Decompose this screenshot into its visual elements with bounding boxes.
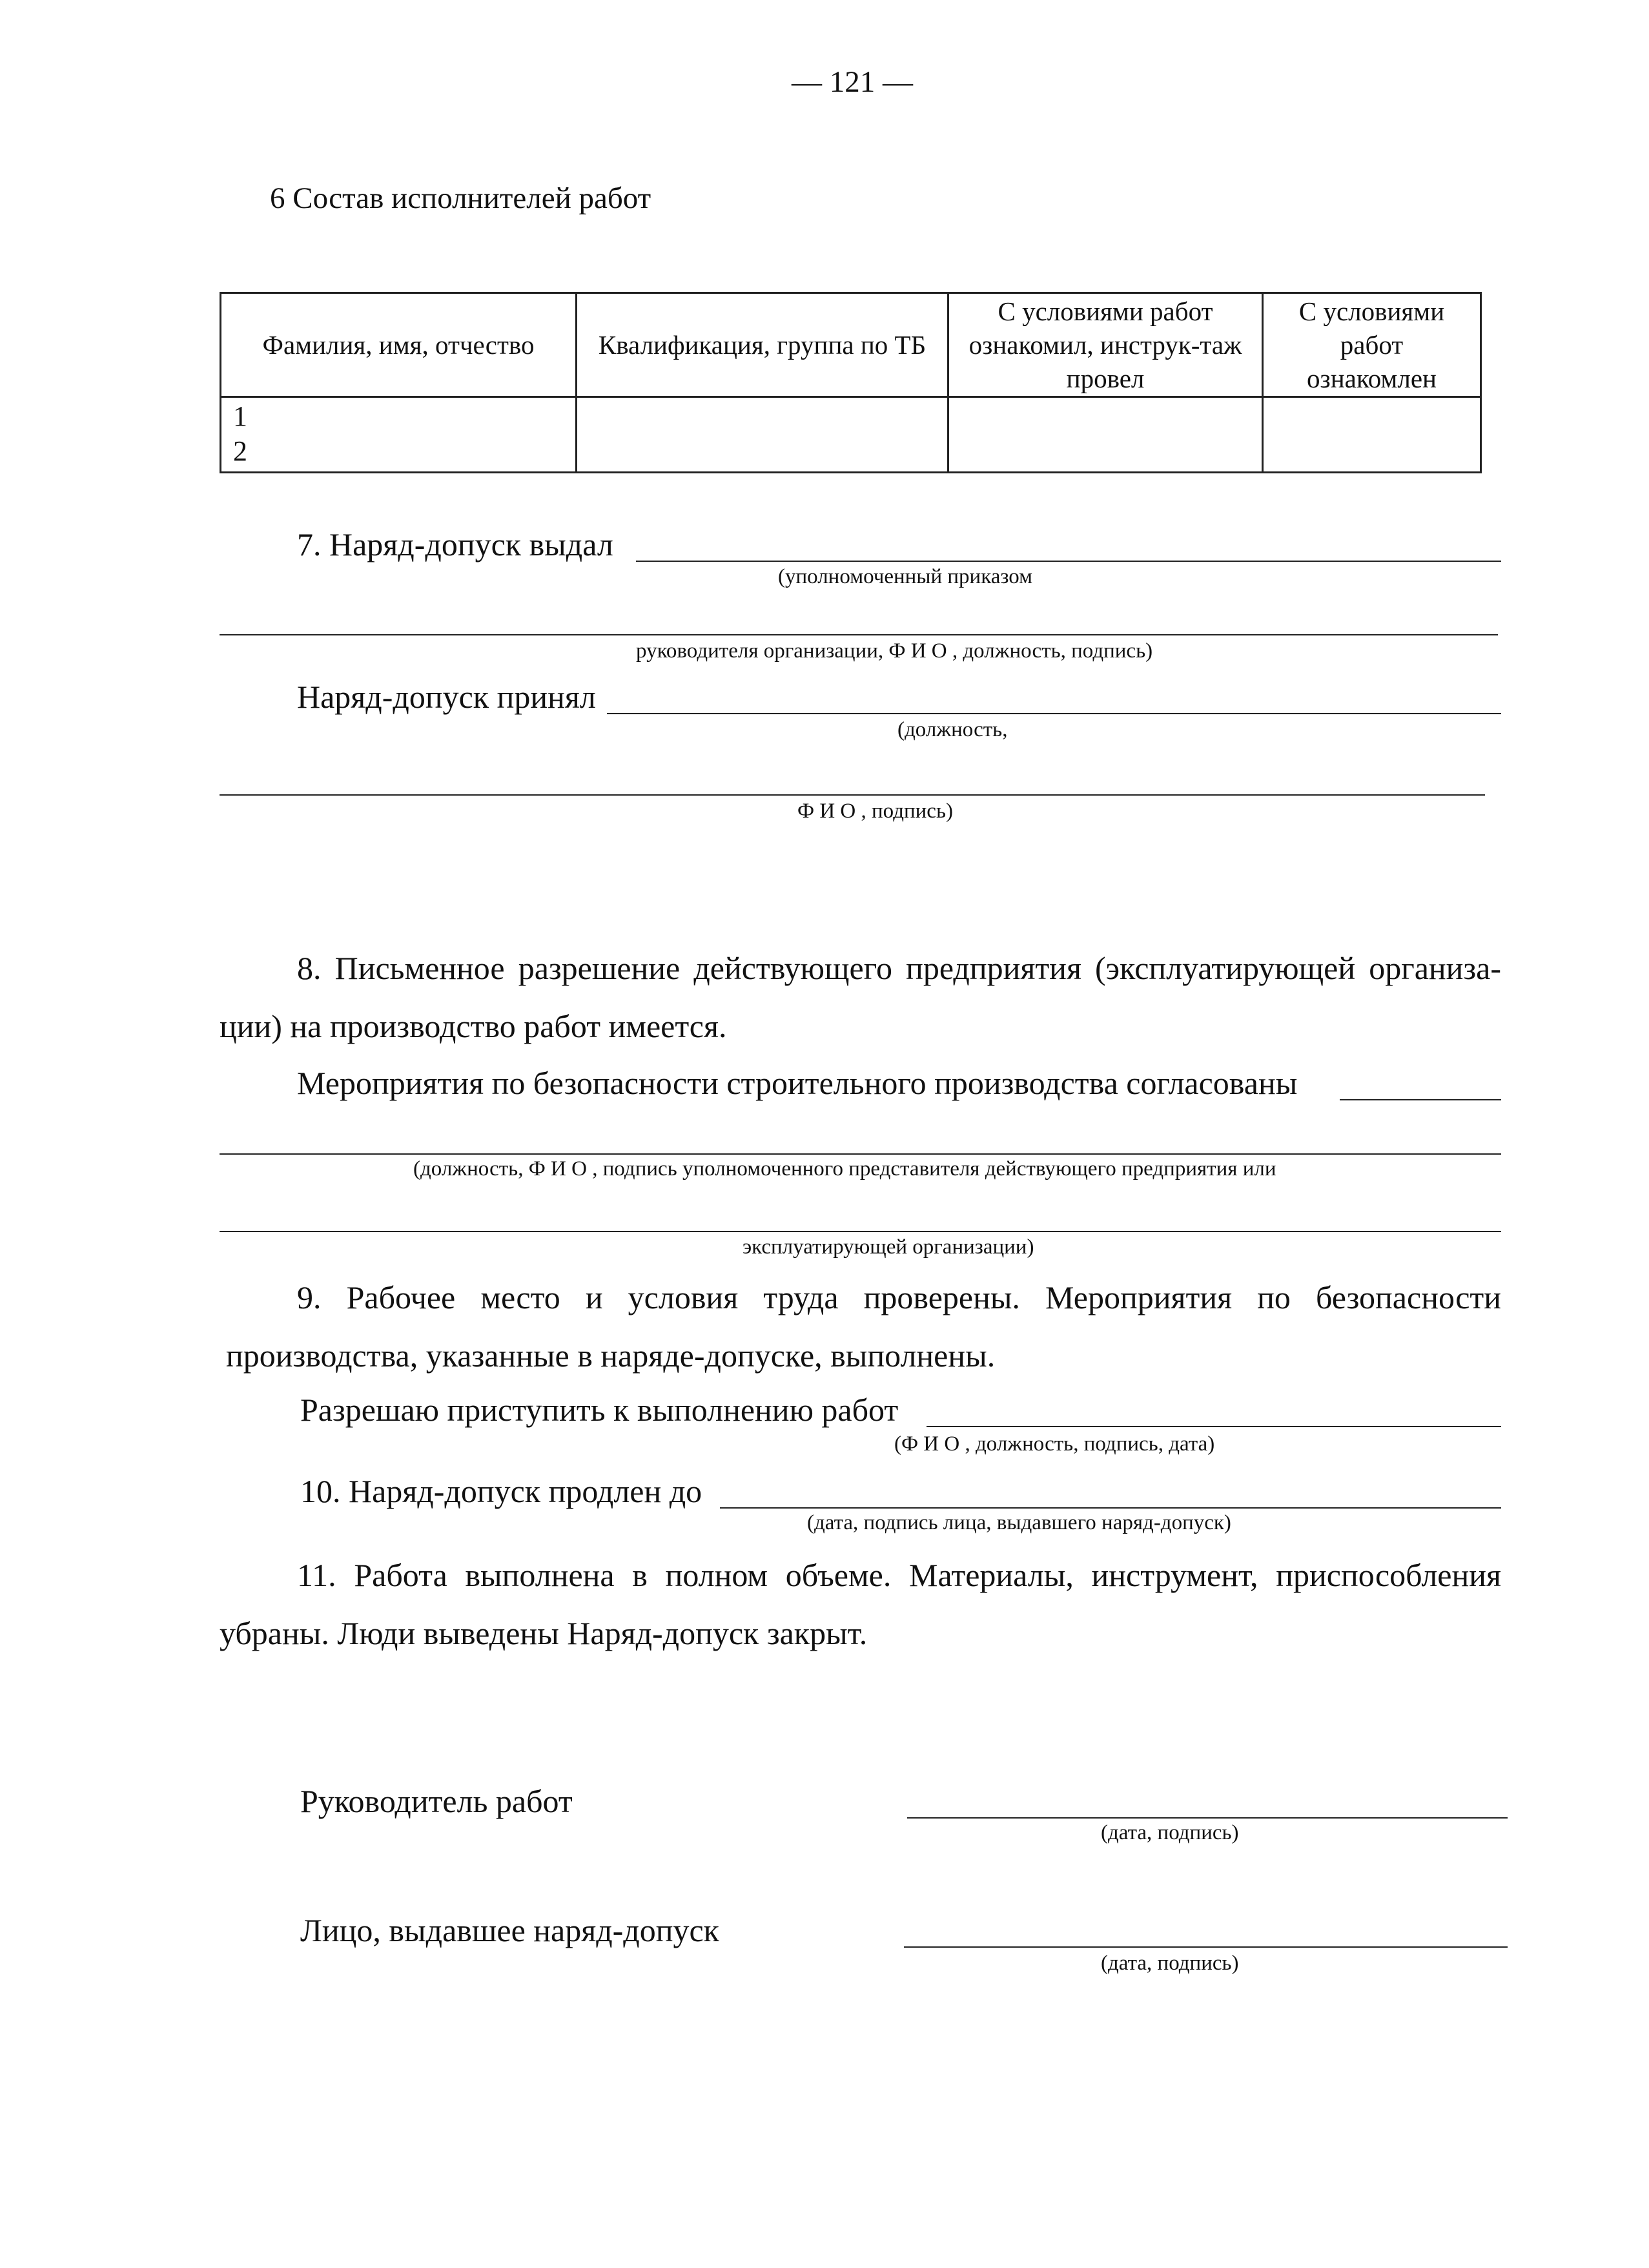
issued-by-label: 7. Наряд-допуск выдал xyxy=(297,526,613,562)
representative-signature-line-2 xyxy=(220,1231,1501,1232)
permit-to-start-label: Разрешаю приступить к выполнению работ xyxy=(300,1392,899,1428)
crew-table-row xyxy=(221,397,1481,473)
section-9-text-line-1: 9. Рабочее место и условия труда проверены. Мероприятия по безопасности xyxy=(297,1279,1501,1315)
representative-signature-line xyxy=(220,1153,1501,1155)
accepted-by-signature-line-2 xyxy=(220,794,1485,796)
section-9-text-line-2: производства, указанные в наряде-допуске, выполнены. xyxy=(226,1337,996,1374)
crew-table-header-row xyxy=(221,293,1481,397)
accepted-by-caption-2: Ф И О , подпись) xyxy=(797,799,953,823)
issued-by-signature-line-2 xyxy=(220,634,1498,635)
table-cell-qualification xyxy=(577,397,948,473)
section-11-text-line-2: убраны. Люди выведены Наряд-допуск закрыт. xyxy=(220,1615,868,1651)
accepted-by-label: Наряд-допуск принял xyxy=(297,679,596,715)
permit-issuer-caption: (дата, подпись) xyxy=(1101,1952,1239,1975)
crew-table xyxy=(220,292,1482,473)
page-number: — 121 — xyxy=(792,65,913,99)
accepted-by-caption-1: (должность, xyxy=(897,718,1008,741)
issued-by-caption-2: руководителя организации, Ф И О , должность, подпись) xyxy=(636,639,1153,663)
work-manager-signature-line xyxy=(907,1817,1508,1819)
section-8-text-line-1: 8. Письменное разрешение действующего предприятия (эксплуатирующей организа- xyxy=(297,950,1501,986)
column-header-conditions-acknowledged: С условиями работ ознакомлен xyxy=(1263,293,1481,397)
issued-by-caption-1: (уполномоченный приказом xyxy=(778,565,1032,588)
work-manager-label: Руководитель работ xyxy=(300,1783,573,1819)
representative-caption-1: (должность, Ф И О , подпись уполномоченного представителя действующего предприятия или xyxy=(413,1157,1276,1180)
safety-measures-agreed-label: Мероприятия по безопасности строительного производства согласованы xyxy=(297,1065,1298,1101)
permit-extended-caption: (дата, подпись лица, выдавшего наряд-допуск) xyxy=(807,1511,1231,1534)
row-number-1: 1 xyxy=(233,400,247,432)
row-number-2: 2 xyxy=(233,435,247,467)
issued-by-signature-line xyxy=(636,561,1501,562)
permit-to-start-signature-line xyxy=(927,1426,1501,1427)
accepted-by-signature-line xyxy=(607,713,1501,714)
table-cell-briefing-conducted xyxy=(948,397,1263,473)
column-header-qualification: Квалификация, группа по ТБ xyxy=(577,293,948,397)
representative-caption-2: эксплуатирующей организации) xyxy=(743,1235,1034,1259)
section-11-text-line-1: 11. Работа выполнена в полном объеме. Материалы, инструмент, приспособления xyxy=(297,1557,1501,1593)
permit-extended-label: 10. Наряд-допуск продлен до xyxy=(300,1473,702,1509)
section-8-text-line-2: ции) на производство работ имеется. xyxy=(220,1008,727,1044)
permit-issuer-signature-line xyxy=(904,1946,1508,1948)
permit-issuer-label: Лицо, выдавшее наряд-допуск xyxy=(300,1912,719,1948)
permit-extended-signature-line xyxy=(720,1507,1501,1509)
section-6-title: 6 Состав исполнителей работ xyxy=(270,181,651,215)
column-header-full-name: Фамилия, имя, отчество xyxy=(221,293,577,397)
table-cell-full-name xyxy=(221,397,577,473)
table-cell-conditions-acknowledged xyxy=(1263,397,1481,473)
permit-to-start-caption: (Ф И О , должность, подпись, дата) xyxy=(894,1432,1215,1456)
column-header-briefing-conducted: С условиями работ ознакомил, инструк-таж провел xyxy=(948,293,1263,397)
work-manager-caption: (дата, подпись) xyxy=(1101,1821,1239,1844)
safety-measures-agreed-line xyxy=(1340,1099,1501,1100)
